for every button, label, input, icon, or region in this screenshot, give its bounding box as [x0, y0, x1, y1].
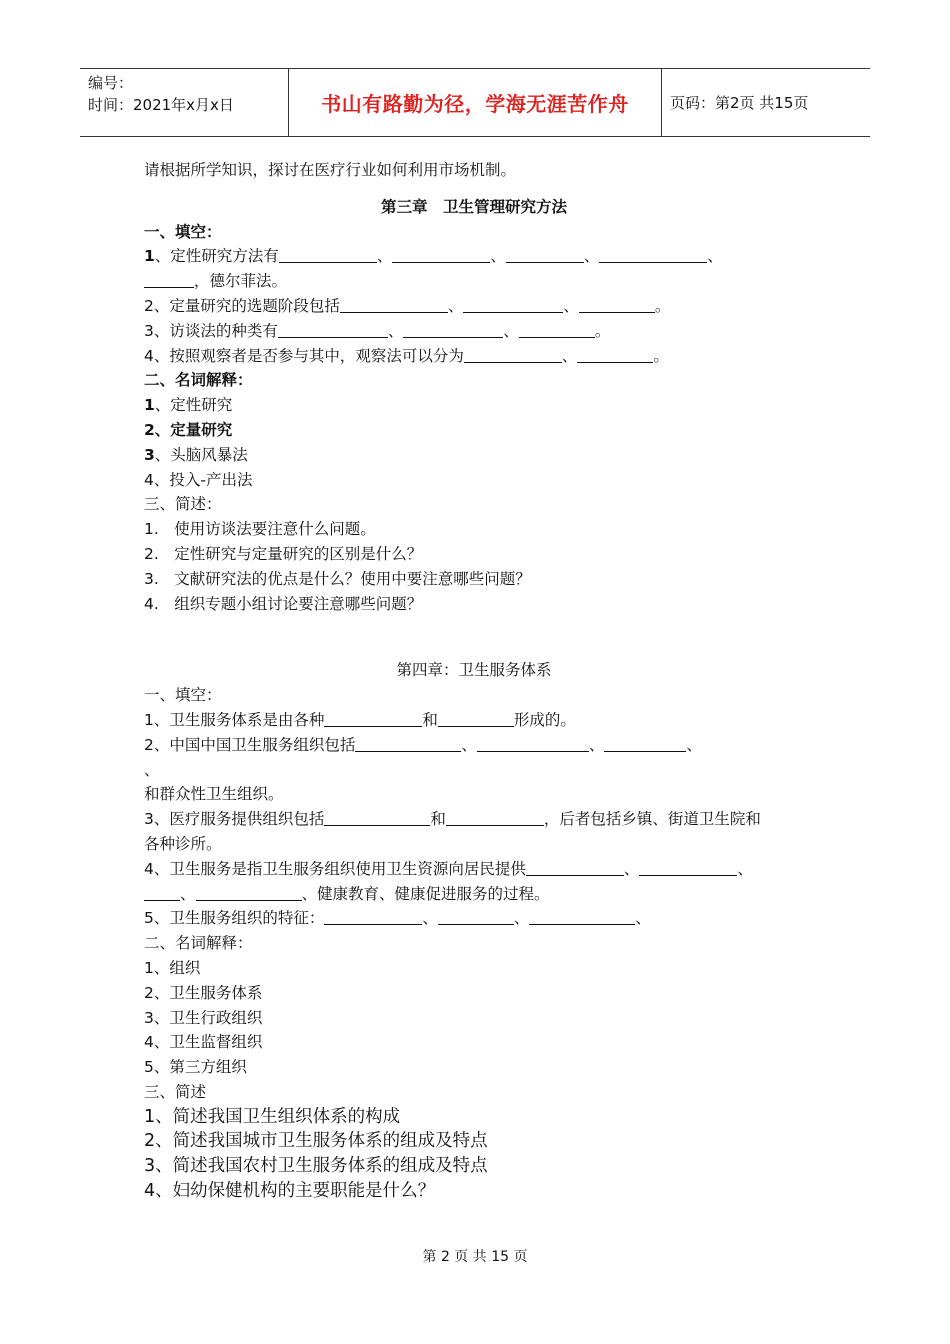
ch3-fill-heading: 一、填空： [144, 222, 222, 241]
ch4-term-4: 4、卫生监督组织 [144, 1033, 263, 1052]
ch3-short-2: 2. 定性研究与定量研究的区别是什么？ [144, 544, 423, 563]
chapter4-title: 第四章：卫生服务体系 [396, 661, 552, 680]
ch3-term-1: 1、定性研究 [144, 396, 233, 415]
ch4-q1: 1、卫生服务体系是由各种 和 形成的。 [144, 710, 576, 729]
ch4-term-1: 1、组织 [144, 958, 201, 977]
ch3-short-3: 3. 文献研究法的优点是什么？使用中要注意哪些问题？ [144, 569, 531, 588]
ch4-q2-dun: 、 [144, 760, 160, 779]
document-body [144, 158, 804, 1204]
ch3-q3: 3、访谈法的种类有 、 、 。 [144, 321, 611, 340]
ch4-short-3: 3、简述我国农村卫生服务体系的组成及特点 [144, 1156, 488, 1177]
intro-text: 请根据所学知识，探讨在医疗行业如何利用市场机制。 [144, 161, 517, 179]
ch4-short-1: 1、简述我国卫生组织体系的构成 [144, 1106, 401, 1127]
chapter3-title: 第三章 卫生管理研究方法 [380, 197, 567, 216]
ch4-q2: 2、中国中国卫生服务组织包括 、 、 、 [144, 735, 702, 754]
header-page-info: 页码：第2页 共15页 [670, 94, 809, 112]
ch4-q5: 5、卫生服务组织的特征： 、 、 、 [144, 909, 651, 928]
ch3-q1-cont: ，德尔菲法。 [144, 269, 804, 294]
ch4-terms-heading: 二、名词解释： [144, 934, 253, 953]
ch4-fill-heading: 一、填空： [144, 686, 222, 705]
ch4-q2-cont: 和群众性卫生组织。 [144, 785, 284, 804]
ch4-q4: 4、卫生服务是指卫生服务组织使用卫生资源向居民提供 、 、 [144, 859, 753, 878]
header-motto: 书山有路勤为径，学海无涯苦作舟 [288, 69, 662, 136]
ch4-short-2: 2、简述我国城市卫生服务体系的组成及特点 [144, 1131, 488, 1152]
ch4-term-5: 5、第三方组织 [144, 1058, 247, 1077]
ch4-q4-cont: 、 、健康教育、健康促进服务的过程。 [144, 882, 804, 907]
ch3-term-3: 3、头脑风暴法 [144, 445, 248, 464]
ch4-term-2: 2、卫生服务体系 [144, 983, 263, 1002]
ch4-q3: 3、医疗服务提供组织包括 和 ，后者包括乡镇、街道卫生院和 [144, 810, 761, 829]
document-number-label: 编号： [88, 74, 134, 92]
ch3-short-1: 1. 使用访谈法要注意什么问题。 [144, 520, 376, 539]
ch4-short-4: 4、妇幼保健机构的主要职能是什么？ [144, 1181, 436, 1202]
ch3-term-4: 4、投入-产出法 [144, 470, 253, 489]
ch3-short-4: 4. 组织专题小组讨论要注意哪些问题？ [144, 594, 423, 613]
ch3-q4: 4、按照观察者是否参与其中，观察法可以分为 、 。 [144, 346, 669, 365]
ch3-short-heading: 三、简述： [144, 495, 222, 514]
ch4-q3-cont: 各种诊所。 [144, 834, 222, 853]
document-time-label: 时间：2021年x月x日 [88, 96, 234, 114]
ch3-q2: 2、定量研究的选题阶段包括 、 、 。 [144, 296, 671, 315]
ch3-terms-heading: 二、名词解释： [144, 371, 253, 390]
ch3-term-2: 2、定量研究 [144, 420, 233, 439]
ch4-term-3: 3、卫生行政组织 [144, 1008, 263, 1027]
page-footer: 第 2 页 共 15 页 [422, 1249, 528, 1265]
header-left [80, 69, 288, 136]
ch4-short-heading: 三、简述 [144, 1082, 207, 1101]
ch3-q1: 1、定性研究方法有 、 、 、 、 [144, 247, 723, 266]
page-header [80, 68, 870, 137]
